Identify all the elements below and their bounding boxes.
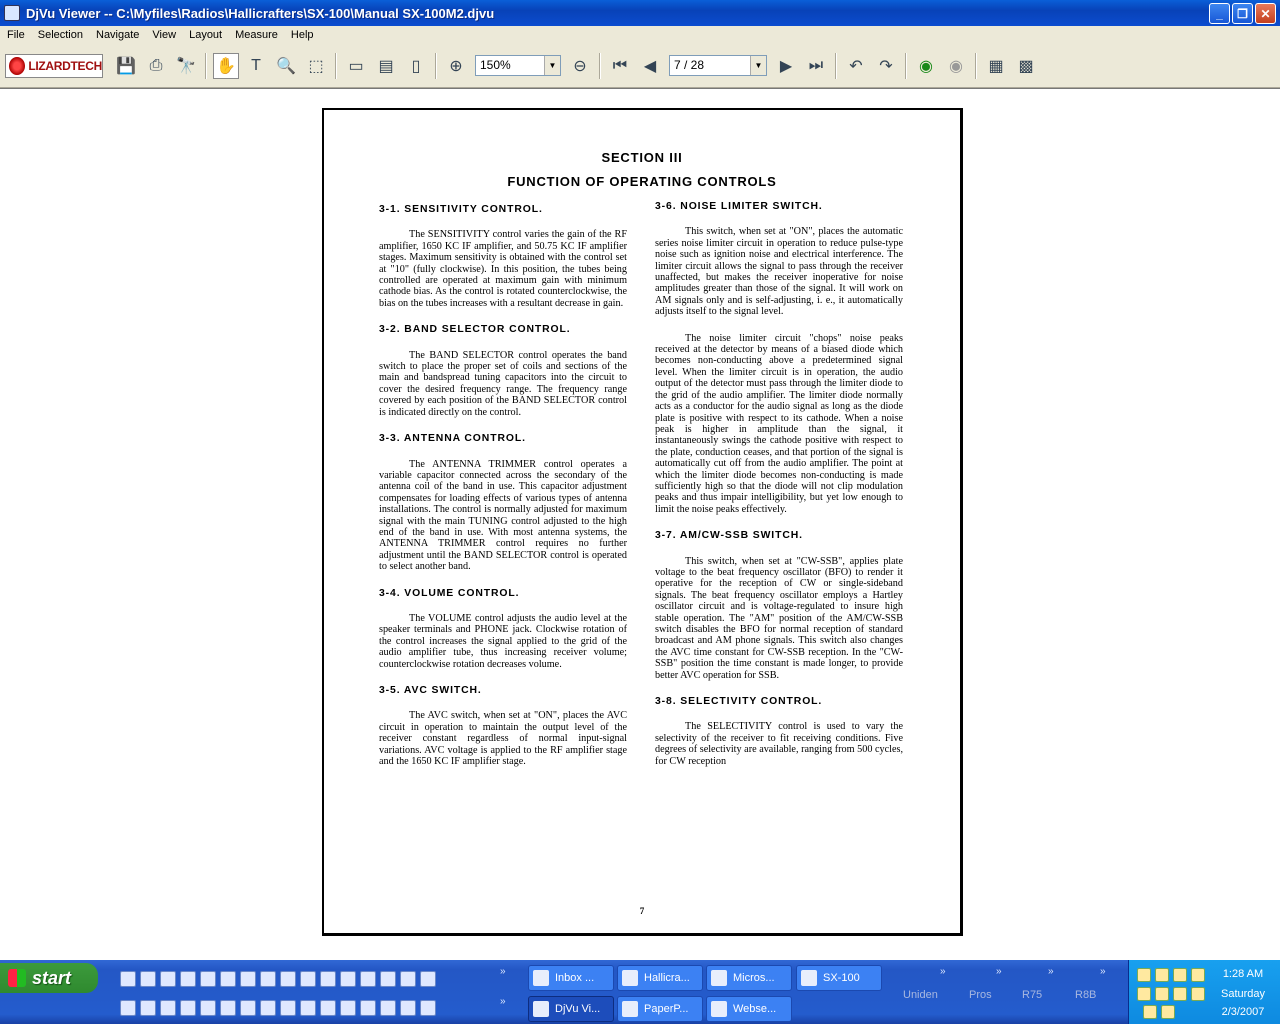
page-heading: FUNCTION OF OPERATING CONTROLS [507, 174, 777, 189]
quicklaunch-icon[interactable] [300, 1000, 316, 1016]
taskbar-label: Micros... [733, 972, 775, 984]
document-page [322, 108, 963, 936]
menu-view[interactable]: View [152, 29, 177, 41]
quicklaunch-icon[interactable] [140, 971, 156, 987]
quicklaunch-icon[interactable] [380, 1000, 396, 1016]
section-heading: 3-4. VOLUME CONTROL. [379, 587, 520, 599]
section-heading: 3-2. BAND SELECTOR CONTROL. [379, 324, 571, 336]
menu-measure[interactable]: Measure [235, 29, 278, 41]
menu-navigate[interactable]: Navigate [96, 29, 140, 41]
system-tray [1128, 960, 1280, 1024]
separator [905, 53, 907, 79]
clock-date: 2/3/2007 [1221, 1006, 1265, 1018]
taskbar-label: SX-100 [823, 972, 860, 984]
right-column [655, 201, 903, 782]
quicklaunch-icon[interactable] [280, 971, 296, 987]
hand-tool-icon[interactable]: ✋ [213, 53, 239, 79]
chevron-icon[interactable]: » [1100, 966, 1106, 977]
separator [205, 53, 207, 79]
taskbar [0, 960, 1280, 1024]
quicklaunch-icon[interactable] [320, 1000, 336, 1016]
taskbar-button-inbox[interactable] [528, 965, 614, 991]
next-page-icon[interactable]: ▶ [779, 57, 793, 75]
quicklaunch-icon[interactable] [420, 1000, 436, 1016]
toolbar-group-uniden[interactable] [898, 982, 948, 1008]
paragraph: The SENSITIVITY control varies the gain of the RF amplifier, 1650 KC IF amplifier, and 50.75 KC IF amplifier stages. Maximum sensitivity is obtained with the control set at "10" (fully clockwise). In this position, the tubes being controlled are operated at maximum gain with minimum cathode bias. As the control is rotated counterclockwise, the bias on the tubes increases with a resultant decrease in gain. [379, 229, 627, 309]
quicklaunch-icon[interactable] [320, 971, 336, 987]
quicklaunch-icon[interactable] [120, 971, 136, 987]
quicklaunch-icon[interactable] [200, 1000, 216, 1016]
paperport-icon [622, 1001, 638, 1017]
chevron-icon[interactable]: » [500, 996, 506, 1007]
app-icon [711, 970, 727, 986]
toolbar-group-r8b[interactable] [1070, 982, 1110, 1008]
clock-day: Saturday [1220, 988, 1266, 1000]
taskbar-button-sx100[interactable] [796, 965, 882, 991]
separator [835, 53, 837, 79]
paragraph: The BAND SELECTOR control operates the band switch to place the proper set of coils and sections of the main and bandspread tuning capacitors into the circuit to cover the desired frequency range. The frequency range covered by each position of the BAND SELECTOR control is indicated directly on the control. [379, 349, 627, 418]
paragraph: The AVC switch, when set at "ON", places the AVC circuit in operation to maintain the output level of the receiver constant regardless of normal input-signal variations. AVC voltage is applied to the RF amplifier stage and the 1650 KC IF amplifier stage. [379, 710, 627, 768]
fit-page-icon[interactable]: ▭ [348, 57, 364, 75]
quicklaunch-icon[interactable] [200, 971, 216, 987]
taskbar-button-djvu[interactable] [528, 996, 614, 1022]
firefox-icon [622, 970, 638, 986]
tray-icon[interactable] [1137, 987, 1151, 1001]
menu-file[interactable]: File [7, 29, 25, 41]
quicklaunch-icon[interactable] [260, 1000, 276, 1016]
rotate-left-icon[interactable]: ↶ [849, 57, 863, 75]
close-button[interactable]: ✕ [1255, 3, 1276, 24]
logo-text: LIZARDTECH [28, 58, 102, 73]
group-label: R75 [1022, 989, 1043, 1001]
quicklaunch-icon[interactable] [120, 1000, 136, 1016]
toolbar-group-pros[interactable] [964, 982, 1004, 1008]
toolbar-group-r75[interactable] [1017, 982, 1057, 1008]
paragraph: This switch, when set at "CW-SSB", applies plate voltage to the beat frequency oscillator (BFO) to render it operative for the reception of CW or single-sideband signals. The beat frequency oscillator employs a Hartley oscillator circuit and is voltage-regulated to insure high stable operation. The "AM" position of the AM/CW-SSB switch disables the BFO for normal reception of standard broadcast and AM phone signals. This switch also changes the AVC time constant for CW-SSB reception. In the "CW-SSB" position the time constant is made longer, to provide better AVC operation for SSB. [655, 555, 903, 681]
text-select-icon[interactable]: T [251, 56, 261, 74]
rotate-right-icon[interactable]: ↷ [879, 57, 893, 75]
region-select-icon[interactable]: ⬚ [308, 57, 324, 75]
quicklaunch-icon[interactable] [160, 971, 176, 987]
tray-icon[interactable] [1191, 968, 1205, 982]
window-title: DjVu Viewer -- C:\Myfiles\Radios\Hallicrafters\SX-100\Manual SX-100M2.djvu [26, 5, 495, 21]
back-icon[interactable]: ◉ [919, 57, 933, 75]
page-combo[interactable] [669, 55, 767, 76]
djvu-icon [533, 1001, 549, 1017]
tray-icon[interactable] [1173, 968, 1187, 982]
taskbar-label: Inbox ... [555, 972, 595, 984]
menu-layout[interactable]: Layout [189, 29, 223, 41]
zoom-combo[interactable] [475, 55, 561, 76]
tray-icon[interactable] [1161, 1005, 1175, 1019]
outlook-icon [533, 970, 549, 986]
lizardtech-logo[interactable] [5, 54, 103, 78]
page-number: 7 [639, 906, 645, 916]
paragraph: The VOLUME control adjusts the audio level at the speaker terminals and PHONE jack. Clockwise rotation of the control increases the signal applied to the grid of the audio amplifier tube, thus increasing receiver volume; counterclockwise rotation decreases volume. [379, 612, 627, 670]
section-heading: 3-5. AVC SWITCH. [379, 685, 482, 696]
last-page-icon[interactable]: ⏭ [808, 56, 824, 74]
quicklaunch-icon[interactable] [180, 971, 196, 987]
section-heading: 3-7. AM/CW-SSB SWITCH. [655, 530, 803, 542]
section-heading: 3-3. ANTENNA CONTROL. [379, 433, 526, 445]
quicklaunch-icon[interactable] [300, 971, 316, 987]
save-icon[interactable]: 💾 [116, 57, 136, 75]
first-page-icon[interactable]: ⏮ [612, 56, 628, 74]
group-label: R8B [1075, 989, 1097, 1001]
paragraph: The noise limiter circuit "chops" noise peaks received at the detector by means of a biased diode which becomes non-conducting above a predetermined signal level. When the limiter circuit is in operation, the audio output of the detector must pass through the limiter diode to the grid of the audio amplifier. The limiter diode normally acts as a conductor for the audio signal as long as the diode plate is positive with respect to its cathode. When a noise peak is higher in amplitude than the signal, it instantaneously swings the cathode positive with respect to the plate, conduction ceases, and that portion of the signal is automatically cut off from the audio amplifier. The point at which the limiter diode becomes non-conducting is made sufficiently high so that the diode will not clip modulation peaks and thus impair intelligibility, but yet low enough to limit the noise peaks effectively. [655, 332, 903, 515]
tray-icon[interactable] [1155, 968, 1169, 982]
forward-icon[interactable]: ◉ [949, 57, 963, 75]
thumbnails-icon[interactable]: ▩ [1018, 57, 1034, 75]
zoom-value: 150% [480, 58, 511, 72]
quicklaunch-icon[interactable] [400, 971, 416, 987]
title-bar [0, 0, 1280, 26]
taskbar-button-paperport[interactable] [617, 996, 703, 1022]
taskbar-label: DjVu Vi... [555, 1003, 601, 1015]
start-button[interactable] [0, 963, 98, 993]
tray-icon[interactable] [1155, 987, 1169, 1001]
restore-button[interactable]: ❐ [1232, 3, 1253, 24]
taskbar-label: Webse... [733, 1003, 777, 1015]
document-area[interactable] [0, 88, 1280, 960]
quicklaunch-icon[interactable] [360, 1000, 376, 1016]
quicklaunch-icon[interactable] [420, 971, 436, 987]
menu-selection[interactable]: Selection [37, 29, 83, 41]
section-title: SECTION III [601, 150, 683, 165]
quicklaunch-icon[interactable] [180, 1000, 196, 1016]
quicklaunch-icon[interactable] [220, 1000, 236, 1016]
quicklaunch-icon[interactable] [220, 971, 236, 987]
separator [435, 53, 437, 79]
zoom-in-icon[interactable]: ⊕ [449, 57, 463, 75]
quicklaunch-icon[interactable] [340, 971, 356, 987]
taskbar-label: PaperP... [644, 1003, 689, 1015]
chevron-icon[interactable]: » [500, 966, 506, 977]
single-page-icon[interactable]: ▦ [988, 57, 1004, 75]
taskbar-button-webseek[interactable] [706, 996, 792, 1022]
actual-size-icon[interactable]: ▯ [411, 57, 421, 75]
quicklaunch-icon[interactable] [240, 1000, 256, 1016]
minimize-button[interactable]: _ [1209, 3, 1230, 24]
taskbar-label: Hallicra... [644, 972, 690, 984]
paragraph: The ANTENNA TRIMMER control operates a variable capacitor connected across the secondary of the antenna coil of the band in use. This capacitor adjustment compensates for loading effects of various types of antenna installations. The control is normally adjusted for maximum signal with the main TUNING control adjusted to the high end of the band in use. With most antenna systems, the ANTENNA TRIMMER control requires no further adjustment until the BAND SELECTOR control is operated to select another band. [379, 458, 627, 573]
quicklaunch-icon[interactable] [280, 1000, 296, 1016]
tray-icon[interactable] [1191, 987, 1205, 1001]
page-value: 7 / 28 [674, 58, 705, 72]
separator [335, 53, 337, 79]
menu-bar [0, 26, 1280, 44]
quicklaunch-icon[interactable] [340, 1000, 356, 1016]
windows-flag-icon [8, 969, 26, 987]
lizard-icon [9, 57, 25, 75]
find-icon[interactable]: 🔭 [176, 57, 196, 75]
quicklaunch-icon[interactable] [360, 971, 376, 987]
quick-launch-bottom [120, 1000, 436, 1016]
clock-time[interactable]: 1:28 AM [1222, 968, 1264, 980]
separator [975, 53, 977, 79]
toolbar [0, 44, 1280, 88]
tray-icon[interactable] [1143, 1005, 1157, 1019]
quicklaunch-icon[interactable] [240, 971, 256, 987]
chevron-icon[interactable]: » [996, 966, 1002, 977]
section-heading: 3-6. NOISE LIMITER SWITCH. [655, 201, 823, 212]
tray-icon[interactable] [1137, 968, 1151, 982]
zoom-out-icon[interactable]: ⊖ [573, 57, 587, 75]
taskbar-button-hallicrafters[interactable] [617, 965, 703, 991]
quicklaunch-icon[interactable] [140, 1000, 156, 1016]
left-column [379, 204, 627, 782]
quicklaunch-icon[interactable] [260, 971, 276, 987]
group-label: Uniden [903, 989, 938, 1001]
quicklaunch-icon[interactable] [400, 1000, 416, 1016]
group-label: Pros [969, 989, 992, 1001]
tray-icon[interactable] [1173, 987, 1187, 1001]
paragraph: This switch, when set at "ON", places the automatic series noise limiter circuit in operation to reduce pulse-type noise such as ignition noise and electrical interference. The limiter circuit allows the signal to pass through the receiver unaffected, but makes the receiver inoperative for noise amplitudes greater than those of the signal. It will work on AM signals only and is self-adjusting, i. e., it automatically adjusts itself to the signal level. [655, 226, 903, 318]
quick-launch-top [120, 971, 436, 987]
menu-help[interactable]: Help [290, 29, 314, 41]
quicklaunch-icon[interactable] [160, 1000, 176, 1016]
chevron-icon[interactable]: » [940, 966, 946, 977]
app-icon [711, 1001, 727, 1017]
start-label: start [32, 967, 72, 988]
paragraph: The SELECTIVITY control is used to vary the selectivity of the receiver to fit receiving conditions. Five degrees of selectivity are available, ranging from 500 cycles, for CW reception [655, 721, 903, 767]
folder-icon [801, 970, 817, 986]
taskbar-button-microsoft[interactable] [706, 965, 792, 991]
section-heading: 3-1. SENSITIVITY CONTROL. [379, 204, 543, 215]
print-icon[interactable]: ⎙ [149, 56, 163, 74]
chevron-down-icon[interactable]: ▼ [544, 56, 560, 75]
chevron-icon[interactable]: » [1048, 966, 1054, 977]
zoom-select-icon[interactable]: 🔍 [276, 57, 296, 75]
quicklaunch-icon[interactable] [380, 971, 396, 987]
section-heading: 3-8. SELECTIVITY CONTROL. [655, 696, 823, 708]
previous-page-icon[interactable]: ◀ [643, 57, 657, 75]
separator [599, 53, 601, 79]
fit-width-icon[interactable]: ▤ [378, 57, 394, 75]
app-icon[interactable] [4, 5, 20, 21]
chevron-down-icon[interactable]: ▼ [750, 56, 766, 75]
